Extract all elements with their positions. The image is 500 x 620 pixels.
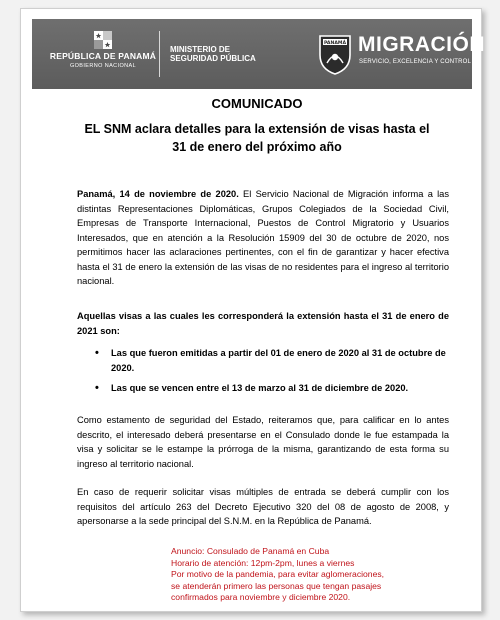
date-lead: Panamá, 14 de noviembre de 2020. — [77, 189, 239, 199]
government-name: REPÚBLICA DE PANAMÁ — [49, 51, 157, 61]
ministry-name — [170, 45, 256, 63]
paragraph-intro — [77, 187, 449, 289]
government-logo — [44, 31, 162, 69]
notice-line: Horario de atención: 12pm-2pm, lunes a viernes — [171, 557, 355, 568]
shield-label: PANAMÁ — [323, 41, 347, 46]
panama-flag-icon — [94, 31, 112, 49]
consulate-notice — [171, 546, 431, 604]
paragraph-requirements: Como estamento de seguridad del Estado, reiteramos que, para calificar en lo antes descrito, el interesado deberá presentarse en el Consulado donde le fue estampada la visa y solicitar se le estampe la prórroga de la misma, garantizando de esta forma su ingreso al territorio nacional. — [77, 415, 449, 469]
notice-line: confirmados para noviembre y diciembre 2020. — [171, 592, 351, 602]
eligibility-list — [95, 346, 449, 402]
government-subtitle: GOBIERNO NACIONAL — [69, 63, 137, 69]
list-item: • Las que se vencen entre el 13 de marzo al 31 de diciembre de 2020. — [95, 381, 449, 396]
notice-line: se atenderán primero las personas que tengan pasajes — [171, 580, 382, 591]
document-title: EL SNM aclara detalles para la extensión de visas hasta el 31 de enero del próximo año — [84, 122, 430, 154]
notice-line: Anuncio: Consulado de Panamá en Cuba — [171, 546, 330, 556]
brand-name: MIGRACIÓN — [358, 33, 485, 56]
notice-line: Por motivo de la pandemia, para evitar aglomeraciones, — [171, 569, 385, 579]
letterhead-band — [32, 19, 485, 89]
paragraph-multiple-visas: En caso de requerir solicitar visas múltiples de entrada se deberá cumplir con los requisitos del artículo 263 del Decreto Ejecutivo 320 del 08 de agosto de 2008, y apersonarse a la sede principal del S.N.M. en la República de Panamá. — [77, 487, 449, 526]
header-divider — [159, 31, 160, 77]
document-heading: COMUNICADO — [211, 96, 303, 111]
brand-tagline: SERVICIO, EXCELENCIA Y CONTROL — [359, 59, 472, 65]
ministry-line-1: MINISTERIO DE — [170, 45, 231, 54]
migracion-shield-icon — [318, 33, 352, 75]
document-page — [20, 8, 485, 612]
intro-body: El Servicio Nacional de Migración informa a las distintas Representaciones Diplomáticas, Grupos Colegiados de la Sociedad Civil, Empresas de Transporte Internacional, Puestos de Control Migratorio y Usuarios Interesados, que en atención a la Resolución 15909 del 30 de octubre de 2020, nos permitimos hacer las aclaraciones pertinentes, con el fin de garantizar y hacer efectiva hasta el 31 de enero la extensión de las visas de no residentes para el ingreso al territorio nacional. — [77, 189, 449, 286]
paragraph-eligibility: Aquellas visas a las cuales les corresponderá la extensión hasta el 31 de enero de 2021 son: — [77, 311, 449, 336]
ministry-line-2: SEGURIDAD PÚBLICA — [170, 54, 256, 63]
list-item: • Las que fueron emitidas a partir del 01 de enero de 2020 al 31 de octubre de 2020. — [95, 346, 449, 375]
